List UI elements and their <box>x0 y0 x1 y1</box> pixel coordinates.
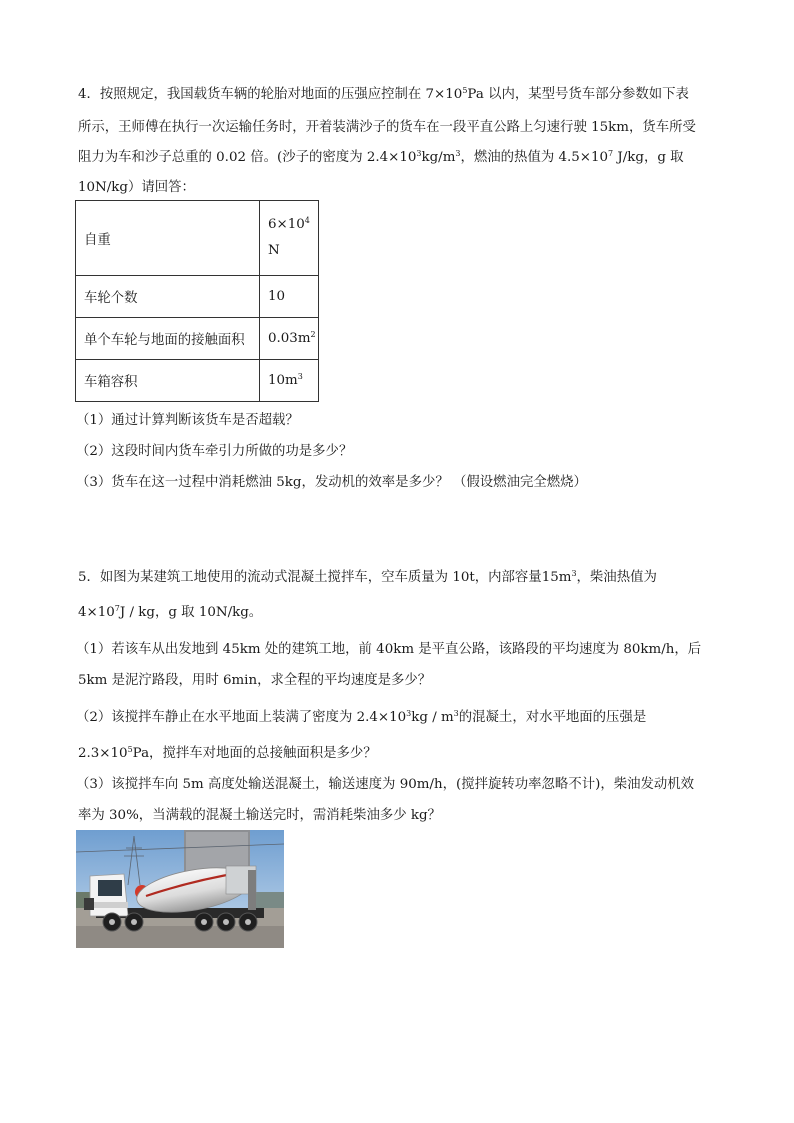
q5-line-1: 5．如图为某建筑工地使用的流动式混凝土搅拌车，空车质量为 10t，内部容量$15m^3$，柴油热值为 <box>78 569 657 585</box>
q4-sub-3: （3）货车在这一过程中消耗燃油 5kg，发动机的效率是多少？ （假设燃油完全燃烧） <box>76 475 587 490</box>
q4-sub-1: （1）通过计算判断该货车是否超载？ <box>76 413 299 428</box>
truck-params-table <box>75 200 319 402</box>
table-cell-value: $0.03m^2$ <box>260 318 319 360</box>
table-cell-key: 车轮个数 <box>76 276 260 318</box>
q4-line-4: 10N/kg）请回答： <box>78 180 195 195</box>
q4-line-3: 阻力为车和沙子总重的 0.02 倍。(沙子的密度为 $2.4\times 10^3kg/m^3$，燃油的热值为 $4.5\times 10^7$ J/kg，g 取 <box>78 149 684 165</box>
q5-sub-2a: （2）该搅拌车静止在水平地面上装满了密度为 $2.4\times 10^3kg / m^3$的混凝土，对水平地面的压强是 <box>76 709 647 725</box>
q5-sub-3a: （3）该搅拌车向 5m 高度处输送混凝土，输送速度为 90m/h，(搅拌旋转功率忽略不计)，柴油发动机效 <box>76 777 695 792</box>
q5-line-2: $4\times 10^7J$ / kg，g 取 10N/kg。 <box>78 604 263 620</box>
table-cell-value: $6\times 10^4$ N <box>260 201 319 276</box>
table-row <box>76 276 319 318</box>
q4-line-2: 所示，王师傅在执行一次运输任务时，开着装满沙子的货车在一段平直公路上匀速行驶 15km，货车所受 <box>78 120 696 135</box>
table-cell-key: 车箱容积 <box>76 360 260 402</box>
table-cell-value: $10m^3$ <box>260 360 319 402</box>
table-row <box>76 360 319 402</box>
table-cell-key: 单个车轮与地面的接触面积 <box>76 318 260 360</box>
q5-sub-2b: $2.3\times 10^5Pa$，搅拌车对地面的总接触面积是多少？ <box>78 745 377 761</box>
q5-sub-1a: （1）若该车从出发地到 45km 处的建筑工地，前 40km 是平直公路，该路段的平均速度为 80km/h，后 <box>76 642 702 657</box>
q5-sub-1b: 5km 是泥泞路段，用时 6min，求全程的平均速度是多少？ <box>78 673 432 688</box>
table-cell-value: 10 <box>260 276 319 318</box>
table-row <box>76 201 319 276</box>
q5-sub-3b: 率为 30%，当满载的混凝土输送完时，需消耗柴油多少 kg？ <box>78 808 441 823</box>
q4-sub-2: （2）这段时间内货车牵引力所做的功是多少？ <box>76 444 353 459</box>
q4-line-1: 4．按照规定，我国载货车辆的轮胎对地面的压强应控制在 $7\times 10^5Pa$ 以内，某型号货车部分参数如下表 <box>78 86 689 102</box>
table-row <box>76 318 319 360</box>
table-cell-key: 自重 <box>76 201 260 276</box>
mixer-truck-photo <box>76 830 284 948</box>
